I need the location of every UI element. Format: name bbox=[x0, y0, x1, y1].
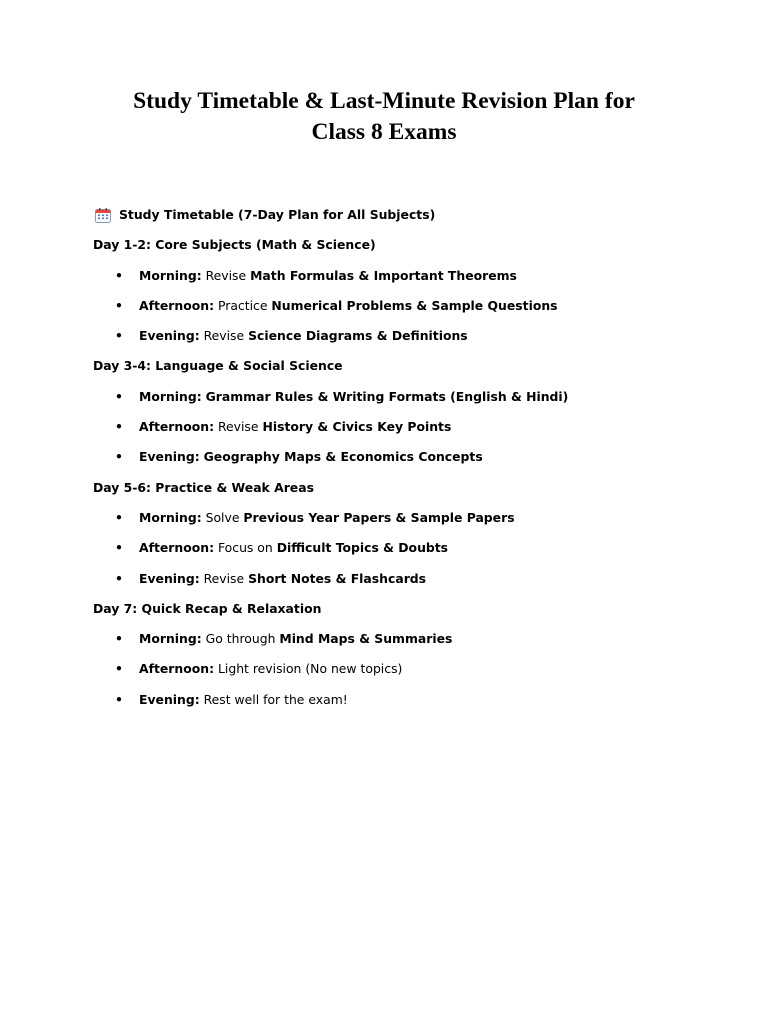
time-label: Morning: bbox=[139, 267, 202, 283]
item-highlight: Geography Maps & Economics Concepts bbox=[203, 449, 483, 465]
bullet-icon: • bbox=[115, 540, 123, 556]
time-label: Evening: bbox=[139, 449, 200, 465]
item-text: Solve bbox=[201, 509, 244, 525]
time-label: Morning: bbox=[139, 388, 202, 404]
item-text: Practice bbox=[214, 297, 272, 313]
bullet-icon: • bbox=[115, 267, 123, 283]
section-heading-text: Study Timetable (7-Day Plan for All Subjects) bbox=[119, 207, 436, 222]
item-text: Rest well for the exam! bbox=[199, 691, 348, 707]
bullet-icon: • bbox=[115, 570, 123, 586]
bullet-icon: • bbox=[115, 631, 123, 647]
item-text: Light revision (No new topics) bbox=[214, 661, 403, 677]
item-highlight: Numerical Problems & Sample Questions bbox=[271, 297, 558, 313]
item-highlight: Math Formulas & Important Theorems bbox=[250, 267, 517, 283]
item-text: Go through bbox=[201, 631, 280, 647]
page-title-line-1: Study Timetable & Last-Minute Revision Plan for bbox=[133, 88, 635, 114]
time-label: Afternoon: bbox=[139, 661, 215, 677]
bullet-icon: • bbox=[115, 509, 123, 525]
item-highlight: Science Diagrams & Definitions bbox=[248, 328, 468, 344]
time-label: Afternoon: bbox=[139, 419, 215, 435]
time-label: Evening: bbox=[139, 691, 200, 707]
time-label: Evening: bbox=[139, 328, 200, 344]
bullet-icon: • bbox=[115, 297, 123, 313]
list-item bbox=[93, 659, 733, 679]
item-highlight: History & Civics Key Points bbox=[262, 419, 452, 435]
document-body bbox=[93, 205, 733, 720]
item-highlight: Mind Maps & Summaries bbox=[279, 631, 453, 647]
time-label: Morning: bbox=[139, 509, 202, 525]
page-title-line-2: Class 8 Exams bbox=[311, 119, 457, 145]
list-item bbox=[93, 417, 733, 437]
bullet-icon: • bbox=[115, 328, 123, 344]
time-label: Afternoon: bbox=[139, 297, 215, 313]
item-highlight: Short Notes & Flashcards bbox=[248, 570, 427, 586]
item-text: Revise bbox=[214, 419, 263, 435]
item-highlight: Previous Year Papers & Sample Papers bbox=[243, 509, 515, 525]
item-text: Revise bbox=[199, 570, 249, 586]
day-heading: Day 7: Quick Recap & Relaxation bbox=[93, 600, 322, 616]
list-item bbox=[93, 508, 733, 528]
time-label: Afternoon: bbox=[139, 540, 215, 556]
item-text: Focus on bbox=[214, 540, 277, 556]
page-title bbox=[60, 86, 708, 148]
bullet-icon: • bbox=[115, 388, 123, 404]
day-heading: Day 1-2: Core Subjects (Math & Science) bbox=[93, 237, 376, 253]
list-item bbox=[93, 387, 733, 407]
list-item bbox=[93, 538, 733, 558]
list-item bbox=[93, 296, 733, 316]
bullet-icon: • bbox=[115, 661, 123, 677]
bullet-icon: • bbox=[115, 691, 123, 707]
day-heading: Day 5-6: Practice & Weak Areas bbox=[93, 479, 314, 495]
item-highlight: Grammar Rules & Writing Formats (English & Hindi) bbox=[205, 388, 569, 404]
item-text: Revise bbox=[199, 328, 249, 344]
list-item bbox=[93, 266, 733, 286]
item-text: Revise bbox=[201, 267, 251, 283]
list-item bbox=[93, 629, 733, 649]
item-highlight: Difficult Topics & Doubts bbox=[276, 540, 449, 556]
list-item bbox=[93, 326, 733, 346]
day-heading: Day 3-4: Language & Social Science bbox=[93, 358, 343, 374]
time-label: Morning: bbox=[139, 631, 202, 647]
section-heading bbox=[93, 205, 733, 225]
list-item bbox=[93, 569, 733, 589]
bullet-icon: • bbox=[115, 449, 123, 465]
list-item bbox=[93, 690, 733, 710]
list-item bbox=[93, 447, 733, 467]
time-label: Evening: bbox=[139, 570, 200, 586]
calendar-icon bbox=[95, 208, 111, 223]
bullet-icon: • bbox=[115, 419, 123, 435]
